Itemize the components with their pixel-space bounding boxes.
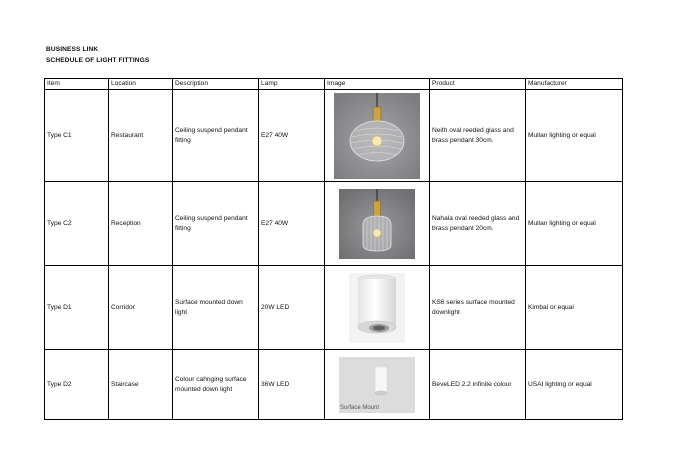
cell-location: Reception: [109, 182, 173, 266]
table-row: [45, 266, 623, 350]
header-item: Item: [45, 79, 109, 90]
light-fittings-schedule: [44, 78, 623, 420]
cell-product: Neith oval reeded glass and brass pendant 30cm.: [430, 90, 526, 182]
document-subtitle: SCHEDULE OF LIGHT FITTINGS: [46, 57, 150, 64]
table-row: [45, 350, 623, 420]
header-location: Location: [109, 79, 173, 90]
cell-manufacturer: Mullan lighting or equal: [526, 90, 623, 182]
reeded-glass-pendant-image: [339, 189, 415, 259]
cell-product: Nahala oval reeded glass and brass pendant 20cm.: [430, 182, 526, 266]
cell-product: BeveLED 2.2 infinite colour: [430, 350, 526, 420]
cell-lamp: 36W LED: [259, 350, 325, 420]
cell-image: [325, 266, 430, 350]
cell-lamp: E27 40W: [259, 182, 325, 266]
cell-description: Surface mounted down light: [173, 266, 259, 350]
document-title: BUSINESS LINK: [46, 46, 99, 53]
cell-item: Type D1: [45, 266, 109, 350]
cell-manufacturer: USAI lighting or equal: [526, 350, 623, 420]
header-lamp: Lamp: [259, 79, 325, 90]
white-surface-mount-downlight-image: [339, 357, 415, 413]
header-product: Product: [430, 79, 526, 90]
white-cylinder-downlight-image: [349, 273, 405, 343]
cell-product: KS6 series surface mounted downlight: [430, 266, 526, 350]
cell-image: [325, 90, 430, 182]
image-caption: Surface Mount: [340, 404, 380, 411]
cell-manufacturer: Mullan lighting or equal: [526, 182, 623, 266]
oval-reeded-glass-pendant-image: [334, 93, 420, 179]
cell-location: Corridor: [109, 266, 173, 350]
cell-manufacturer: Kimbal or equal: [526, 266, 623, 350]
cell-description: Ceiling suspend pendant fitting: [173, 90, 259, 182]
cell-item: Type D2: [45, 350, 109, 420]
header-manufacturer: Manufacturer: [526, 79, 623, 90]
cell-image: [325, 182, 430, 266]
cell-location: Restaurant: [109, 90, 173, 182]
cell-image: [325, 350, 430, 420]
cell-item: Type C2: [45, 182, 109, 266]
header-description: Description: [173, 79, 259, 90]
cell-item: Type C1: [45, 90, 109, 182]
cell-lamp: E27 40W: [259, 90, 325, 182]
header-row: [45, 79, 623, 90]
cell-description: Ceiling suspend pendant fitting: [173, 182, 259, 266]
header-image: Image: [325, 79, 430, 90]
cell-location: Staircase: [109, 350, 173, 420]
table-row: [45, 182, 623, 266]
cell-description: Colour cahnging surface mounted down light: [173, 350, 259, 420]
cell-lamp: 20W LED: [259, 266, 325, 350]
table-row: [45, 90, 623, 182]
